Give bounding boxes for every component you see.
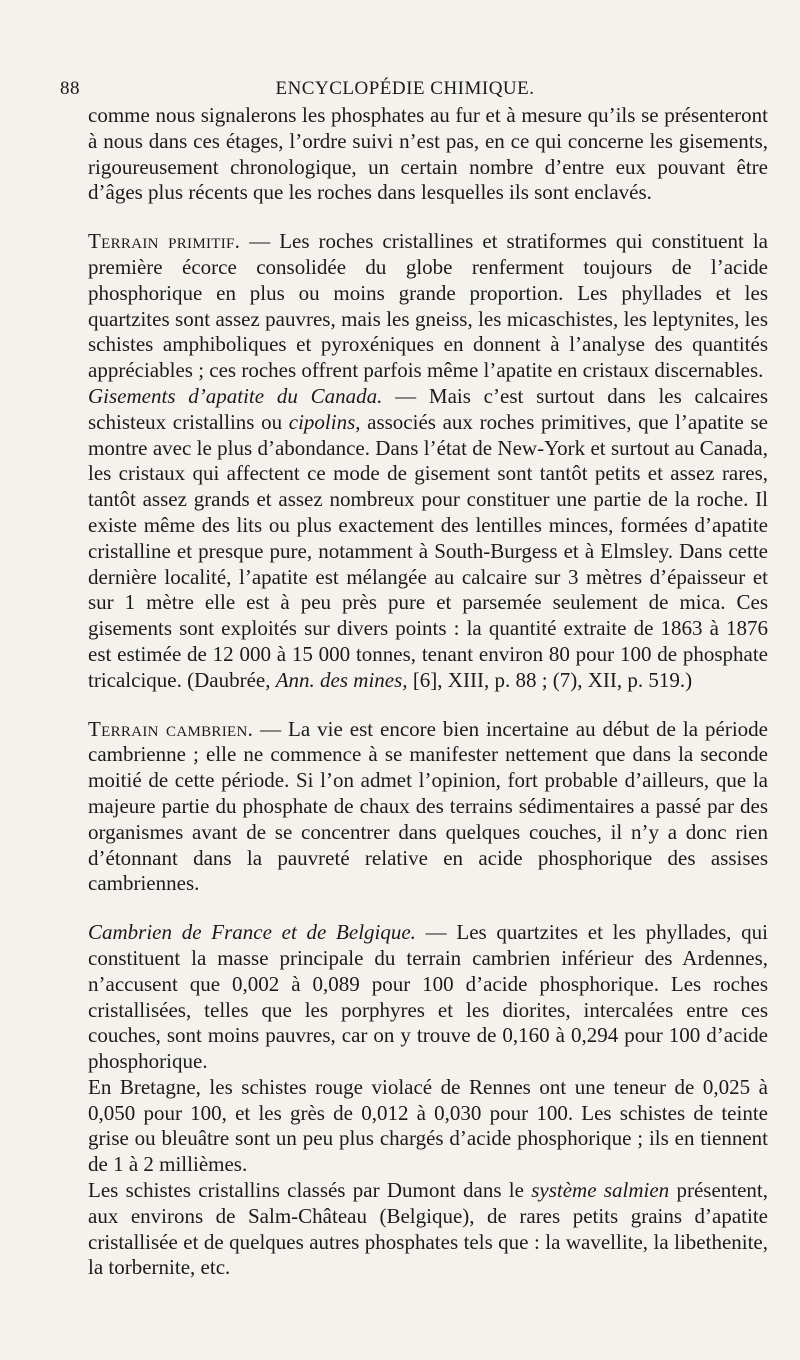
italic-term: système salmien bbox=[531, 1178, 670, 1203]
citation-title: Ann. des mines, bbox=[275, 667, 408, 692]
paragraph-text: Les schistes cristallins classés par Dumont dans le bbox=[88, 1178, 532, 1203]
paragraph-text: — Les roches cristallines et stratiformes qui constituent la première écorce consolidée du globe renferment toujours de l’acide phosphorique en plus ou moins grande proportion. Les phyllades et les quartzites sont assez pauvres, mais les gneiss, les micaschistes, les leptynites, les schistes amphiboliques et pyroxéniques en donnent à l’analyse des quantités appréciables ; ces roches offrent parfois même l’apatite en cristaux discernables. bbox=[88, 229, 769, 383]
page-number: 88 bbox=[60, 78, 80, 99]
paragraph-text: En Bretagne, les schistes rouge violacé de Rennes ont une teneur de 0,025 à 0,050 pour 100, et les grès de 0,012 à 0,030 pour 100. Les schistes de teinte grise ou bleuâtre sont un peu plus chargés d’acide phosphorique ; ils en tiennent de 1 à 2 millièmes. bbox=[88, 1074, 768, 1177]
paragraph-bretagne bbox=[88, 1075, 768, 1178]
paragraph-text: — La vie est encore bien incertaine au début de la période cambrienne ; elle ne commence à se manifester nettement que dans la seconde moitié de cette période. Si l’on admet l’opinion, fort probable d’ailleurs, que la majeure partie du phosphate de chaux des terrains sédimentaires a passé par des organismes avant de se concentrer dans quelques couches, il n’y a donc rien d’étonnant dans la pauvreté relative en acide phosphorique des assises cambriennes. bbox=[88, 716, 768, 896]
italic-term: cipolins bbox=[288, 409, 356, 434]
paragraph-text: [6], XIII, p. 88 ; (7), XII, p. 519.) bbox=[407, 667, 693, 692]
section-heading: Terrain primitif. bbox=[88, 229, 241, 254]
running-title: ENCYCLOPÉDIE CHIMIQUE. bbox=[275, 78, 535, 99]
paragraph-continuation bbox=[88, 103, 768, 206]
paragraph-apatite-canada bbox=[88, 384, 768, 694]
paragraph-text: présentent, aux environs de Salm-Château (Belgique), de rares petits grains d’apatite cristallisée et de quelques autres phosphates tels que : la wavellite, la libethenite, la torbernite, etc. bbox=[88, 1178, 769, 1280]
paragraph-terrain-cambrien bbox=[88, 717, 768, 898]
paragraph-systeme-salmien bbox=[88, 1178, 768, 1281]
paragraph-text: — Mais c’est surtout dans les calcaires schisteux cristallins ou bbox=[88, 383, 768, 434]
page-body bbox=[88, 103, 768, 1281]
paragraph-text: — Les quartzites et les phyllades, qui constituent la masse principale du terrain cambrien inférieur des Ardennes, n’accusent que 0,002 à 0,089 pour 100 d’acide phosphorique. Les roches cristallisées, telles que les porphyres et les diorites, intercalées entre ces couches, sont moins pauvres, car on y trouve de 0,160 à 0,294 pour 100 d’acide phosphorique. bbox=[88, 920, 768, 1074]
subsection-heading: Gisements d’apatite du Canada. bbox=[88, 383, 383, 408]
paragraph-text: comme nous signalerons les phosphates au fur et à mesure qu’ils se présenteront à nous dans ces étages, l’ordre suivi n’est pas, en ce qui concerne les gisements, rigoureusement chronologique, un certain nombre d’entre eux pouvant être d’âges plus récents que les roches dans lesquelles ils sont enclavés. bbox=[88, 103, 768, 205]
section-heading: Terrain cambrien. bbox=[88, 716, 254, 741]
running-header bbox=[60, 78, 750, 102]
paragraph-terrain-primitif bbox=[88, 229, 768, 384]
paragraph-cambrien-france-belgique bbox=[88, 920, 768, 1075]
subsection-heading: Cambrien de France et de Belgique. bbox=[88, 920, 416, 945]
paragraph-text: , associés aux roches primitives, que l’apatite se montre avec le plus d’abondance. Dans l’état de New-York et surtout au Canada, les cristaux qui affectent ce mode de gisement sont tantôt petits et assez rares, tantôt assez grands et assez nombreux pour constituer une partie de la roche. Il existe même des lits ou plus exactement des lentilles minces, formées d’apatite cristalline et presque pure, notamment à South-Burgess et à Elmsley. Dans cette dernière localité, l’apatite est mélangée au calcaire sur 3 mètres d’épaisseur et sur 1 mètre elle est à peu près pure et parsemée seulement de mica. Ces gisements sont exploités sur divers points : la quantité extraite de 1863 à 1876 est estimée de 12 000 à 15 000 tonnes, tenant environ 80 pour 100 de phosphate tricalcique. (Daubrée, bbox=[88, 409, 768, 692]
